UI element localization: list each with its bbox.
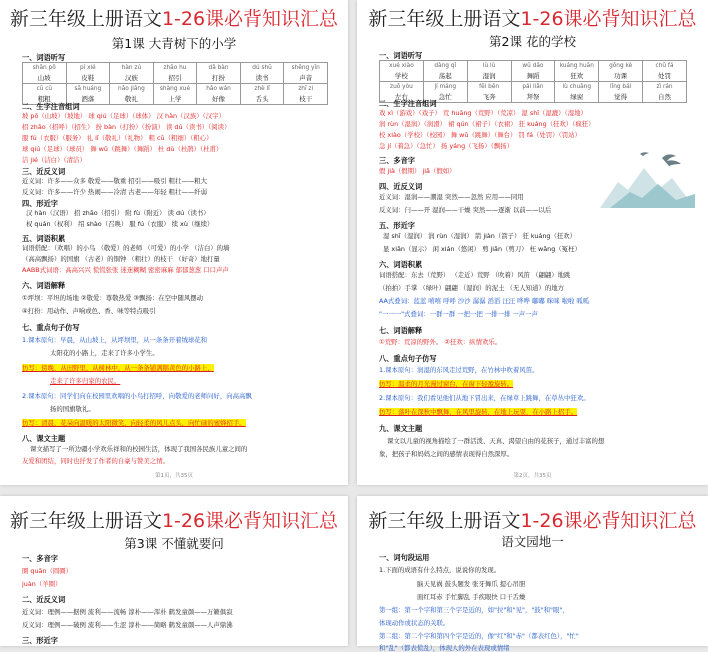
text-line: 显 xiǎn（显示） 闲 xián（悠闲） 剪 jiǎn（剪刀） 枉 wǎng（冤枉） <box>383 245 581 253</box>
section-heading: 六、词语解释 <box>22 281 66 290</box>
section-heading: 四、形近字 <box>22 199 58 208</box>
lesson-title: 第3课 不懂就要问 <box>124 536 224 551</box>
text-line: 脑天见祸 鼓头题发 张牙舞爪 提心吊胆 <box>417 580 526 588</box>
text-line: 近义词：许多——众多 敬爱——敬重 招引——吸引 粗壮——粗大 <box>22 177 208 185</box>
text-line: ①荒野：荒凉的野外。 ②狂欢：纵情欢乐。 <box>379 338 502 346</box>
text-line: 词语搭配：（欢唱）的小鸟 （敬爱）的老师 （可爱）的小学 （洁白）的墙 <box>22 244 230 252</box>
text-line: 服 fú（衣服）（服务） 礼 lǐ（敬礼）（礼物） 粗 cū（粗细）（粗心） <box>22 134 213 142</box>
dictation-table: shān pō pí xié hàn zú zhāo hu dǎ bàn dú shū shēng yīn 山坡 皮鞋 汉族 招引 打扮 读书 声音 cū cū sā huáng nǎo jiāng shàng xué hǎo wán zhè lǐ zhī zi 粗粗 洒落 敬礼 上学 好像 舌头 枝干 <box>22 62 328 105</box>
section-heading: 一、多音字 <box>22 554 58 563</box>
text-line: 词语搭配：东去（荒野） （走近）荒野 （吹着）风笛 （翩翩）地跳 <box>379 271 571 279</box>
text-line: 2.课本原句：同学们向在校园里欢唱的小鸟打招呼，向敬爱的老师问好，向高高飘 <box>22 392 252 400</box>
text-line: 反义词：闩——开 湿润——干燥 突然——逐渐 以前——以后 <box>379 206 552 214</box>
section-heading: 五、词语积累 <box>22 234 66 243</box>
text-line: juàn（羊圈） <box>22 580 62 588</box>
text-line: 洁 jié（洁白）（清洁） <box>22 156 86 164</box>
text-line: 汉 hàn（汉语） 招 zhāo（招引） 附 fù（附近） 读 dú（读书） <box>26 209 210 217</box>
section-heading: 二、近反义词 <box>22 595 66 604</box>
text-line: 圈 quān（圆圈） <box>22 567 73 575</box>
text-line: 友爱和团结，同时也抒发了作者的自豪与赞美之情。 <box>22 457 169 465</box>
text-line: 反义词：许多——许少 热闹——冷清 古老——年轻 粗壮——纤弱 <box>22 188 208 196</box>
text-line: 1.课本原句：早晨，从山坡上，从坪坝里，从一条条开着绒球花和 <box>22 336 208 344</box>
dictation-table: xué xiào dàng qǐ lù lù wǔ dǎo kuáng huān gōng kè chǔ fá 学校 荡起 湿润 舞蹈 狂欢 功课 处罚 zuǒ yòu jí máng fēi bēn pái liǎn lù chuāng lǐng bái zì rán 左右 急忙 飞奔 拜祭 绿窗 觉得 自然 <box>379 60 687 103</box>
section-heading: 六、词语积累 <box>379 260 423 269</box>
text-line: 课文描写了一所边疆小学欢乐祥和的校园生活，体现了我国各民族儿童之间的 <box>30 445 248 453</box>
text-line: 急 jí（着急）（急忙） 扬 yáng（飞扬）（飘扬） <box>379 142 514 150</box>
text-line: 戏 xì（游戏）（戏子） 荒 huāng（荒野）（荒凉） 湿 shī（湿漉）（湿地） <box>379 109 587 117</box>
page-3 <box>0 496 348 646</box>
text-line: 和"乱"（都表慌乱），体现人的外在表现或情绪 <box>379 644 510 652</box>
section-heading: 七、词语解释 <box>379 326 423 335</box>
section-heading: 二、生字注音组词 <box>379 99 437 108</box>
lesson-title: 第1课 大青树下的小学 <box>111 36 237 51</box>
page-2-title: 新三年级上册语文1-26课必背知识汇总 <box>368 8 697 30</box>
text-line: 近义词：理例——据例 流利——流畅 淳朴——浑朴 鹤发童颜——万籁俱寂 <box>22 608 233 616</box>
text-line: 仿写：傍晚，从田野里，从树林中，从一条条铺满鹅黄色的小路上， <box>22 364 214 372</box>
text-line: 面红耳赤 手忙脚乱 手疾眼快 口干舌燥 <box>417 593 526 601</box>
text-line: "一一一"式叠词：一群一群 一把一把 一排一排 一声一声 <box>379 310 538 318</box>
section-heading: 三、形近字 <box>22 636 58 645</box>
mountain-crane-illustration <box>600 148 695 208</box>
text-line: 太阳花的小路上，走来了许多小学生。 <box>50 349 159 357</box>
section-heading: 八、重点句子仿写 <box>379 354 437 363</box>
text-line: 走来了许多归家的农民。 <box>50 377 121 385</box>
text-line: ①坪坝：平坦的场地 ②敬爱：尊敬热爱 ③飘扬：在空中随风摆动 <box>22 294 204 302</box>
text-line: 招 zhāo（招呼）（招生） 扮 bàn（打扮）（扮演） 读 dú（读书）（阅读） <box>22 123 231 131</box>
section-heading: 九、课文主题 <box>379 424 423 433</box>
lesson-title: 第2课 花的学校 <box>489 34 576 49</box>
text-line: 假 jià（假期） jiǎ（假如） <box>379 167 456 175</box>
page-1 <box>0 0 348 485</box>
text-line: （拍拍）手掌 （绿叶）翩翩 （湿润）的泥土 （无人知道）的地方 <box>379 284 565 292</box>
text-line: 第二组：第二个字和第四个字是近的，像"红"和"赤"（都表红色），"忙" <box>379 632 579 640</box>
page-3-title: 新三年级上册语文1-26课必背知识汇总 <box>9 510 339 532</box>
text-line: 近义词：湿润——潮湿 突然——忽然 应用——同用 <box>379 193 524 201</box>
text-line: AA式叠词：蓝蓝 嘻嘻 呼呼 沙沙 潺潺 滔滔 汪汪 哗哗 嘟嘟 咪咪 啦啦 呱呱 <box>379 297 590 305</box>
text-line: 象，把孩子和妈妈之间的感情表现得自然深厚。 <box>379 450 514 458</box>
section-heading: 七、重点句子仿写 <box>22 323 80 332</box>
text-line: 坡 pō（山坡）（坡地） 球 qiú（足球）（球体） 汉 hàn（汉族）（汉字） <box>22 112 225 120</box>
text-line: 仿写：温柔的月光漫过窗台，在窗下轻盈旋转。 <box>379 380 514 388</box>
section-heading: 二、生字注音组词 <box>22 102 80 111</box>
text-line: 1.下面的成语有什么特点，说说你的发现。 <box>379 566 501 574</box>
text-line: 权 quán（权利） 绍 shào（召唤） 服 fú（衣服） 续 xù（继续） <box>26 220 214 228</box>
section-heading: 一、词语听写 <box>22 53 66 62</box>
page-footer: 第2页，共35页 <box>513 473 552 479</box>
text-line: ④打扮：用动作、声响或色、香、味等特点吸引 <box>22 307 156 315</box>
section-heading: 四、近反义词 <box>379 182 423 191</box>
text-line: 仿写：清晨，花朵向温暖的太阳微笑，向轻柔的风儿点头，向忙碌的蜜蜂招手。 <box>22 419 246 427</box>
section-heading: 一、词句段运用 <box>379 553 430 562</box>
page-4 <box>357 496 708 652</box>
text-line: 仿写：落叶在深秋中飘舞，在风里旋转，在地上玩耍，在小路上招手。 <box>379 408 578 416</box>
page-2 <box>357 0 708 485</box>
text-line: 体现动作或状态的关联。 <box>379 619 450 627</box>
text-line: 球 qiú（足球）（球员） 舞 wǔ（跳舞）（舞蹈） 杜 dù（杜鹃）（杜甫） <box>22 145 223 153</box>
text-line: 湿 shī（湿润） 润 rùn（湿润） 箭 jiàn（箭子） 狂 kuáng（狂欢） <box>383 232 577 240</box>
page-footer: 第1页，共35页 <box>155 473 193 479</box>
section-heading: 一、词语听写 <box>379 51 423 60</box>
text-line: （高高飘扬）的国旗 （古老）的铜钟 （粗壮）的枝干 （好奇）地打量 <box>22 255 220 263</box>
page-1-title: 新三年级上册语文1-26课必背知识汇总 <box>9 8 339 30</box>
text-line: 1.课本原句：润湿的东风走过荒野，在竹林中吹着风笛。 <box>379 366 539 374</box>
text-line: AABB式词语：高高兴兴 慌慌张张 迷迷糊糊 密密麻麻 郁郁葱葱 口口声声 <box>22 266 229 274</box>
section-heading: 八、课文主题 <box>22 434 66 443</box>
section-heading: 五、形近字 <box>379 221 415 230</box>
section-heading: 三、近反义词 <box>22 167 66 176</box>
page-4-title: 新三年级上册语文1-26课必背知识汇总 <box>368 510 697 532</box>
text-line: 反义词：理例——破例 流利——生涩 淳朴——简略 鹤发童颜——人声鼎沸 <box>22 621 233 629</box>
text-line: 课文以儿童的视角描绘了一群活泼、天真、渴望自由的花孩子，通过丰富的想 <box>387 437 605 445</box>
text-line: 校 xiào（学校）（校园） 舞 wǔ（跳舞）（舞台） 罚 fá（处罚）（罚站） <box>379 131 581 139</box>
text-line: 扬的国旗敬礼。 <box>50 405 95 413</box>
text-line: 第一组：第一个字和第三个字是近的，如"拉"和"见"，"鼓"和"眼"， <box>379 606 569 614</box>
text-line: 润 rùn（湿润）（润滑） 裙 qún（裙子）（衣裙） 狂 kuáng（狂欢）（疯狂） <box>379 120 595 128</box>
text-line: 2.课本原句：我们看见他们从地下冒出来，在绿草上跳舞，在草丛中狂欢。 <box>379 394 590 402</box>
lesson-title: 语文园地一 <box>501 534 564 549</box>
section-heading: 三、多音字 <box>379 156 415 165</box>
